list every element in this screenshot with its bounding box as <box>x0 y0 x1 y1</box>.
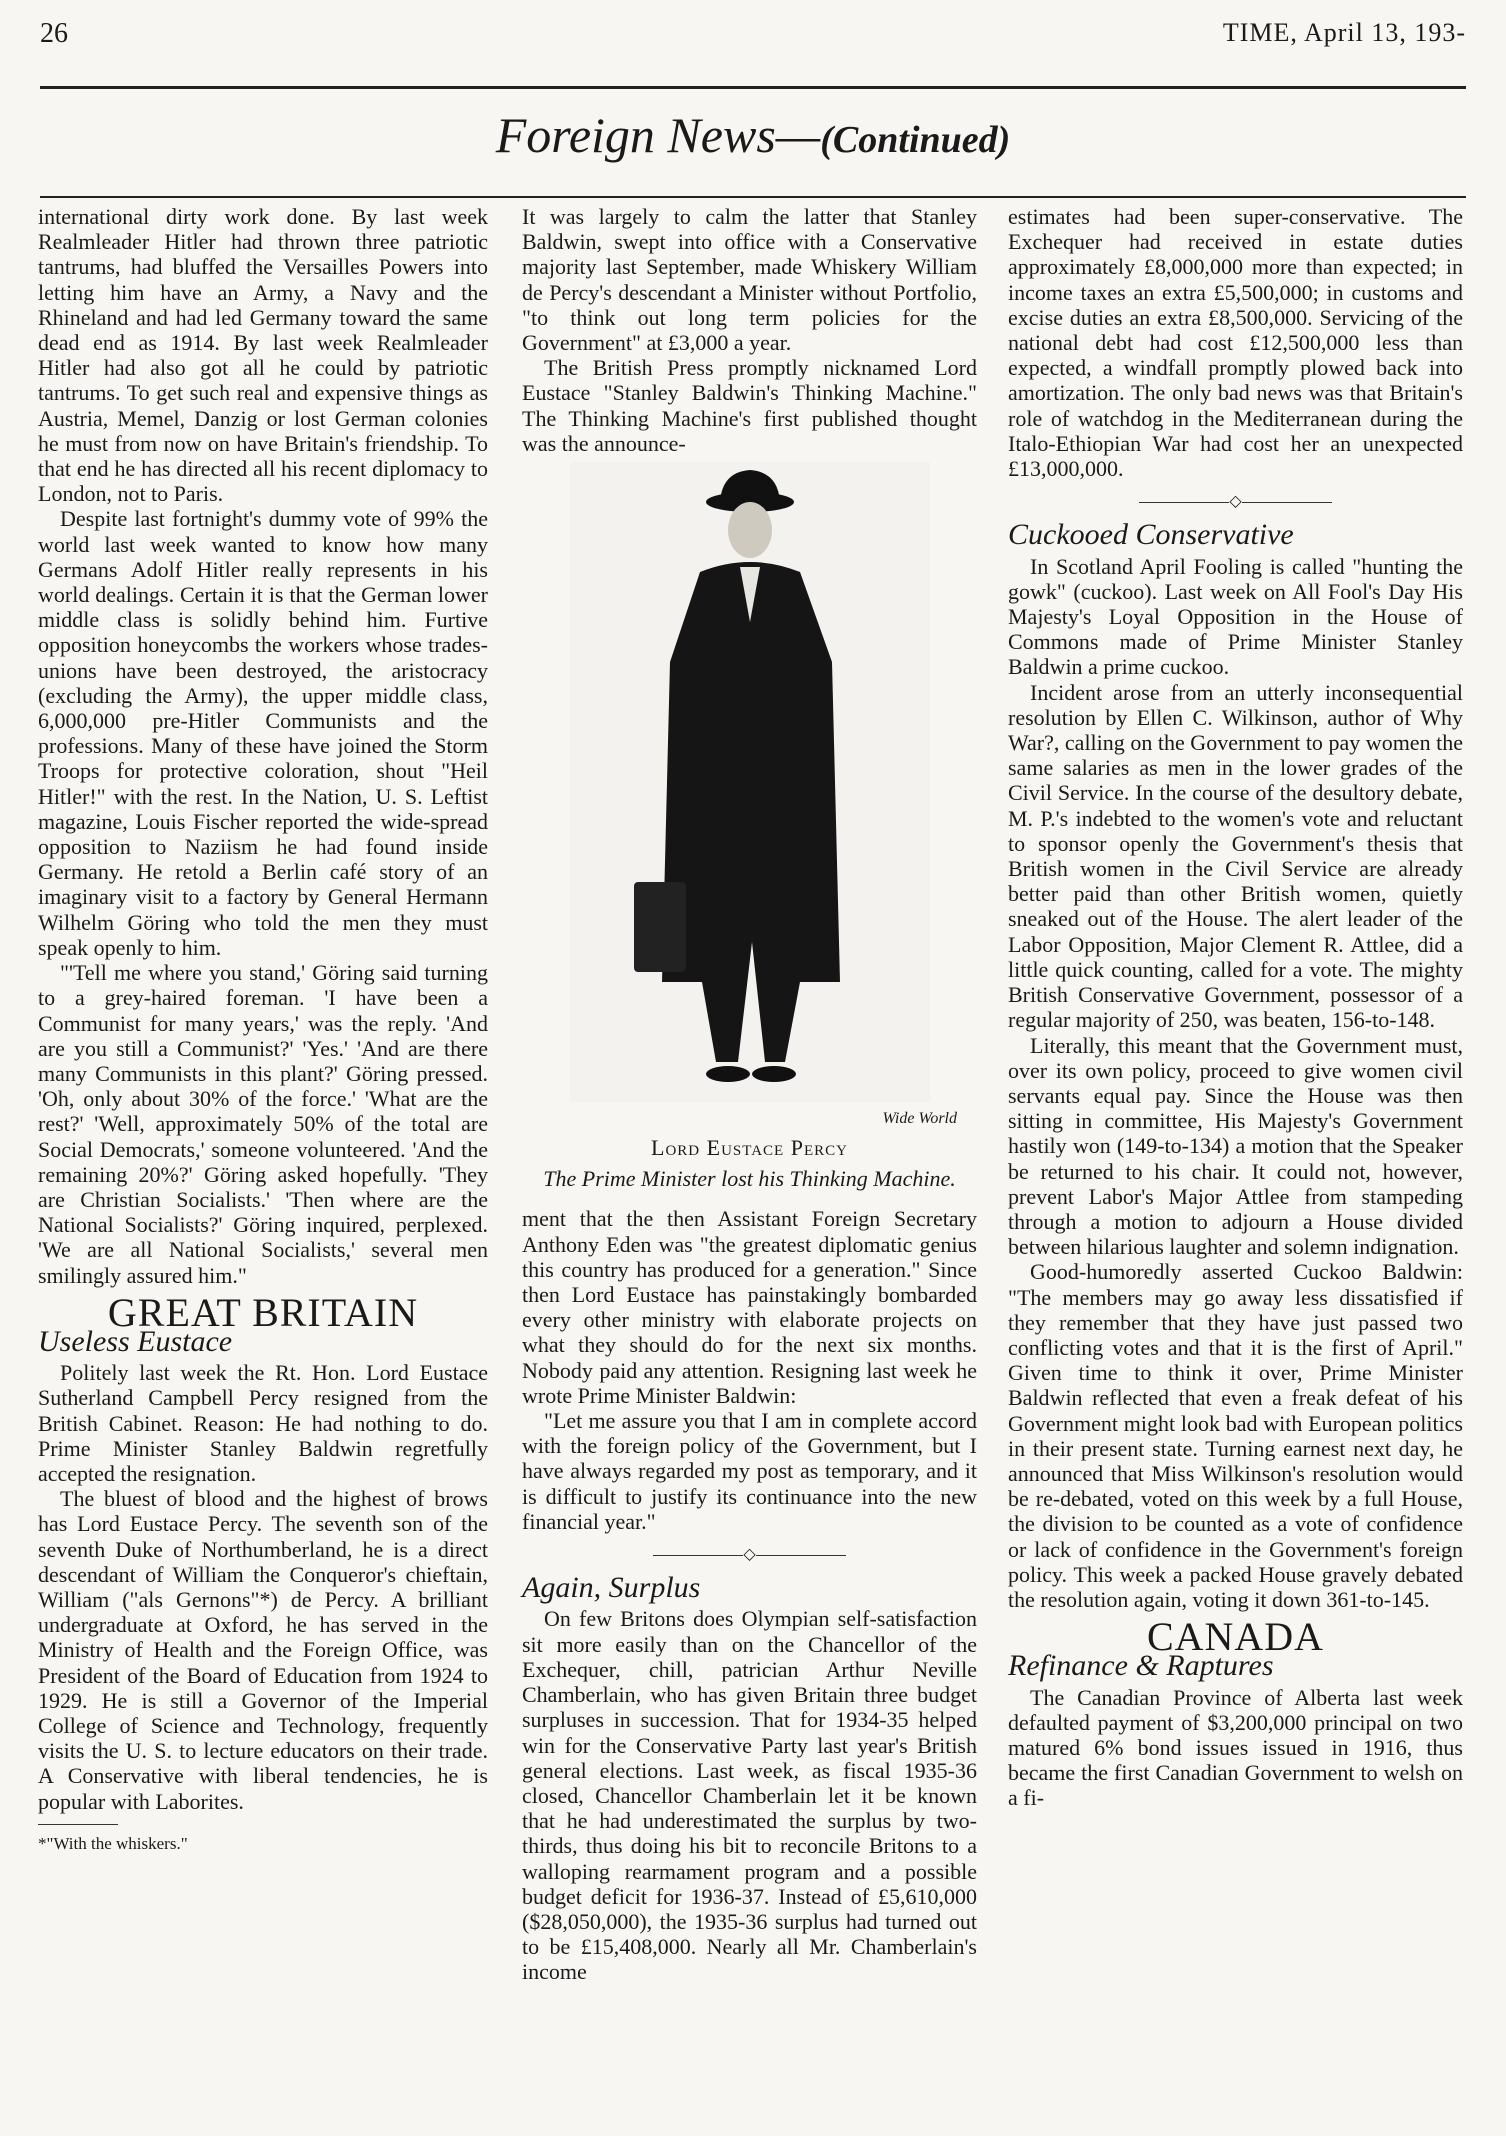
paragraph: The British Press promptly nicknamed Lord Eustace "Stanley Baldwin's Thinking Machine." The Thinking Machine's first published thought was the announce- <box>522 355 977 456</box>
subheading-again-surplus: Again, Surplus <box>522 1571 701 1605</box>
subheading-cuckooed-conservative: Cuckooed Conservative <box>1008 518 1294 552</box>
portrait-photo <box>570 462 930 1102</box>
paragraph: estimates had been super-conservative. The Exchequer had received in estate duties approximately £8,000,000 more than expected; in income taxes an extra £5,500,000; in customs and excise duties an extra £8,500,000. Servicing of the national debt had cost £12,500,000 less than expected, a windfall promptly plowed back into amortization. The only bad news was that Britain's role of watchdog in the Mediterranean during the Italo-Ethiopian War had cost her an unexpected £13,000,000. <box>1008 204 1463 482</box>
footnote-rule <box>38 1824 118 1825</box>
paragraph: Incident arose from an utterly inconsequential resolution by Ellen C. Wilkinson, author of Why War?, calling on the Government to pay women the same salaries as men in the lower grades of the Civil Service. In the course of the desultory debate, M. P.'s indebted to the women's vote and reluctant to sponsor openly the Government's thesis that British women in the Civil Service are already better paid than other British women, quietly sneaked out of the House. The alert leader of the Labor Opposition, Major Clement R. Attlee, did a little quick counting, called for a vote. The mighty British Conservative Government, possessor of a regular majority of 250, was beaten, 156-to-148. <box>1008 679 1463 1033</box>
paragraph: In Scotland April Fooling is called "hunting the gowk" (cuckoo). Last week on All Fool's Day His Majesty's Loyal Opposition in the House of Commons made of Prime Minister Stanley Baldwin a prime cuckoo. <box>1008 553 1463 680</box>
paragraph: ment that the then Assistant Foreign Secretary Anthony Eden was "the greatest diplomatic genius this country has produced for a generation." Since then Lord Eustace has painstakingly bombarded every other ministry with elaborate projects on what they should do for the next six months. Nobody paid any attention. Resigning last week he wrote Prime Minister Baldwin: <box>522 1206 977 1408</box>
section-title <box>0 106 1506 164</box>
paragraph: The Canadian Province of Alberta last week defaulted payment of $3,200,000 principal on two matured 6% bond issues issued in 1916, thus became the first Canadian Government to welsh on a fi- <box>1008 1684 1463 1811</box>
paragraph: On few Britons does Olympian self-satisfaction sit more easily than on the Chancellor of the Exchequer, chill, patrician Arthur Neville Chamberlain, who has given Britain three budget surpluses in succession. That for 1934-35 helped win for the Conservative Party last year's British general elections. Last week, as fiscal 1935-36 closed, Chancellor Chamberlain let it be known that he had underestimated the surplus by two-thirds, thus doing his bit to reconcile Britons to a walloping rearmament program and a possible budget deficit for 1936-37. Instead of £5,610,000 ($28,050,000), the 1935-36 surplus had turned out to be £15,408,000. Nearly all Mr. Chamberlain's income <box>522 1606 977 1985</box>
column-1 <box>38 204 488 1856</box>
subheading-useless-eustace: Useless Eustace <box>38 1324 233 1358</box>
issue-line: TIME, April 13, 193- <box>1222 18 1466 47</box>
paragraph: Literally, this meant that the Government must, over its own policy, proceed to give women civil servants equal pay. Since the House was then sitting in committee, His Majesty's Government hastily won (149-to-134) a motion that the Speaker be returned to his chair. It could not, however, prevent Labor's Major Attlee from stampeding through a motion to adjourn a House divided between hilarious laughter and solemn indignation. <box>1008 1032 1463 1260</box>
paragraph: "'Tell me where you stand,' Göring said turning to a grey-haired foreman. 'I have been a Communist for many years,' was the reply. 'And are you still a Communist?' 'Yes.' 'And are there many Communists in this plant?' Göring pressed. 'Oh, only about 30% of the force.' 'What are the rest?' 'Well, approximately 50% of the total are Social Democrats,' someone volunteered. 'And the remaining 20%?' Göring asked hopefully. 'They are Christian Socialists.' 'Then where are the National Socialists?' Göring inquired, perplexed. 'We are all National Socialists,' several men smilingly assured him." <box>38 960 488 1288</box>
paragraph: international dirty work done. By last week Realmleader Hitler had thrown three patriotic tantrums, had bluffed the Versailles Powers into letting him have an Army, a Navy and the Rhineland and had led Germany toward the same dead end as 1914. By last week Realmleader Hitler had also got all he could by patriotic tantrums. To get such real and expensive things as Austria, Memel, Danzig or lost German colonies he must from now on have Britain's friendship. To that end he has directed all his recent diplomacy to London, not to Paris. <box>38 204 488 507</box>
section-title-continued: (Continued) <box>820 119 1011 161</box>
country-heading-great-britain: GREAT BRITAIN <box>107 1289 419 1335</box>
column-2 <box>522 204 977 1985</box>
paragraph: "Let me assure you that I am in complete accord with the foreign policy of the Government, but I have always regarded my post as temporary, and it is difficult to justify its continuance into the new financial year." <box>522 1408 977 1534</box>
caption-text: The Prime Minister lost his Thinking Machine. <box>543 1166 956 1192</box>
country-heading-canada: CANADA <box>1146 1614 1325 1660</box>
subheading-refinance-raptures: Refinance & Raptures <box>1008 1649 1274 1683</box>
footnote: *"With the whiskers." <box>38 1833 188 1853</box>
title-rule <box>40 196 1466 198</box>
paragraph: Good-humoredly asserted Cuckoo Baldwin: "The members may go away less dissatisfied if they remember that they have just passed two conflicting votes and that it is the first of April." Given time to think it over, Prime Minister Baldwin reflected that even a freak defeat of his Government might look bad with European politics in their present state. Turning earnest next day, he announced that Miss Wilkinson's resolution would be re-debated, voted on this week by a full House, the division to be counted as a vote of confidence or lack of confidence in the Government's foreign policy. This week a packed House gravely debated the resolution again, voting it down 361-to-145. <box>1008 1259 1463 1612</box>
photo-credit: Wide World <box>882 1110 957 1128</box>
section-divider: ◇ <box>522 1542 977 1567</box>
paragraph: Despite last fortnight's dummy vote of 99% the world last week wanted to know how many Germans Adolf Hitler really represents in his world dealings. Certain it is that the German lower middle class is solidly behind him. Furtive opposition honeycombs the workers whose trades-unions have been destroyed, the aristocracy (excluding the Army), the upper middle class, 6,000,000 pre-Hitler Communists and the professions. Many of these have joined the Storm Troops for protective coloration, shout "Heil Hitler!" with the rest. In the Nation, U. S. Leftist magazine, Louis Fischer reported the wide-spread opposition to Naziism he had found inside Germany. He retold a Berlin café story of an imaginary visit to a factory by General Hermann Wilhelm Göring who told the men they must speak openly to him. <box>38 506 488 960</box>
top-rule <box>40 86 1466 89</box>
section-divider: ◇ <box>1008 489 1463 514</box>
column-3 <box>1008 204 1463 1811</box>
caption-name: Lord Eustace Percy <box>651 1135 848 1161</box>
paragraph: It was largely to calm the latter that Stanley Baldwin, swept into office with a Conservative majority last September, made Whiskery William de Percy's descendant a Minister without Portfolio, "to think out long term policies for the Government" at £3,000 a year. <box>522 204 977 356</box>
paragraph: The bluest of blood and the highest of brows has Lord Eustace Percy. The seventh son of the seventh Duke of Northumberland, he is a direct descendant of William the Conqueror's chieftain, William ("als Gernons"*) de Percy. A brilliant undergraduate at Oxford, he has served in the Ministry of Health and the Foreign Office, was President of the Board of Education from 1924 to 1929. He is still a Governor of the Imperial College of Science and Technology, frequently visits the U. S. to lecture educators on their trade. A Conservative with liberal tendencies, he is popular with Laborites. <box>38 1486 488 1814</box>
paragraph: Politely last week the Rt. Hon. Lord Eustace Sutherland Campbell Percy resigned from the British Cabinet. Reason: He had nothing to do. Prime Minister Stanley Baldwin regretfully accepted the resignation. <box>38 1360 488 1486</box>
section-title-main: Foreign News— <box>495 107 821 163</box>
page-number: 26 <box>40 18 68 49</box>
